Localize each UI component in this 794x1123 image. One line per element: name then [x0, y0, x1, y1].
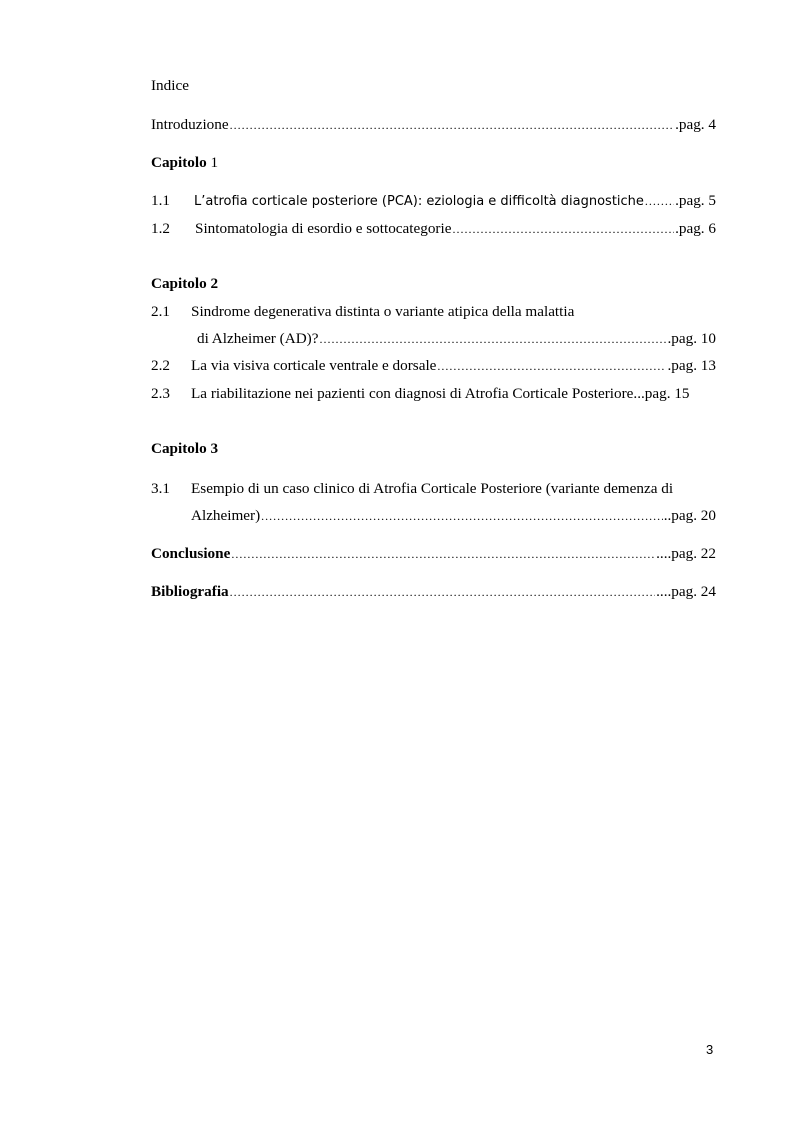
leader-dots	[261, 507, 663, 525]
entry-page: .pag. 6	[675, 220, 716, 237]
toc-entry-2-3[interactable]	[151, 385, 716, 403]
entry-title: L’atrofia corticale posteriore (PCA): eziologia e difficoltà diagnostiche	[194, 194, 644, 209]
entry-title: Esempio di un caso clinico di Atrofia Corticale Posteriore (variante demenza di	[191, 480, 674, 497]
entry-page: .pag. 4	[675, 116, 716, 133]
chapter-number: 1	[210, 154, 219, 171]
leader-dots	[230, 116, 674, 134]
entry-page: ....pag. 24	[656, 583, 716, 600]
entry-page: .pag. 13	[667, 357, 716, 374]
chapter-3-heading: Capitolo 3	[151, 440, 219, 457]
entry-title: Conclusione	[151, 545, 231, 562]
page-number: 3	[706, 1042, 714, 1057]
leader-dots	[230, 583, 655, 601]
entry-title-continued: Alzheimer)	[191, 507, 261, 524]
toc-heading: Indice	[151, 77, 189, 94]
entry-number: 1.2	[151, 220, 170, 237]
toc-entry-2-1-continued[interactable]	[197, 330, 716, 348]
entry-title-continued: di Alzheimer (AD)?	[197, 330, 319, 347]
leader-dots	[452, 220, 674, 238]
entry-title: La riabilitazione nei pazienti con diagnosi di Atrofia Corticale Posteriore...	[191, 385, 645, 402]
entry-number: 2.1	[151, 303, 170, 320]
leader-dots	[319, 330, 666, 348]
toc-entry-1-2[interactable]	[151, 220, 716, 238]
entry-page: .pag. 5	[675, 192, 716, 209]
chapter-label: Capitolo	[151, 154, 207, 171]
leader-dots	[437, 357, 666, 375]
entry-page: .pag. 10	[667, 330, 716, 347]
entry-title: Bibliografia	[151, 583, 229, 600]
entry-number: 3.1	[151, 480, 170, 497]
toc-entry-2-1[interactable]	[151, 303, 574, 321]
entry-title: La via visiva corticale ventrale e dorsale	[191, 357, 437, 374]
entry-title: Sindrome degenerativa distinta o variante atipica della malattia	[191, 303, 575, 320]
toc-entry-3-1-continued[interactable]	[191, 507, 716, 525]
entry-page: pag. 15	[644, 385, 690, 402]
toc-entry-1-1[interactable]	[151, 192, 716, 211]
toc-entry-introduction[interactable]	[151, 116, 716, 134]
entry-page: ....pag. 22	[656, 545, 716, 562]
toc-entry-3-1[interactable]	[151, 480, 673, 498]
toc-entry-2-2[interactable]	[151, 357, 716, 375]
entry-number: 2.3	[151, 385, 170, 402]
entry-title: Sintomatologia di esordio e sottocategorie	[195, 220, 452, 237]
entry-page: ..pag. 20	[663, 507, 716, 524]
leader-dots	[231, 545, 655, 563]
chapter-2-heading: Capitolo 2	[151, 275, 219, 292]
entry-number: 2.2	[151, 357, 170, 374]
toc-entry-conclusion[interactable]	[151, 545, 716, 563]
entry-number: 1.1	[151, 192, 170, 209]
chapter-1-heading	[151, 154, 218, 172]
entry-title: Introduzione	[151, 116, 229, 133]
leader-dots	[645, 192, 674, 210]
toc-entry-bibliography[interactable]	[151, 583, 716, 601]
